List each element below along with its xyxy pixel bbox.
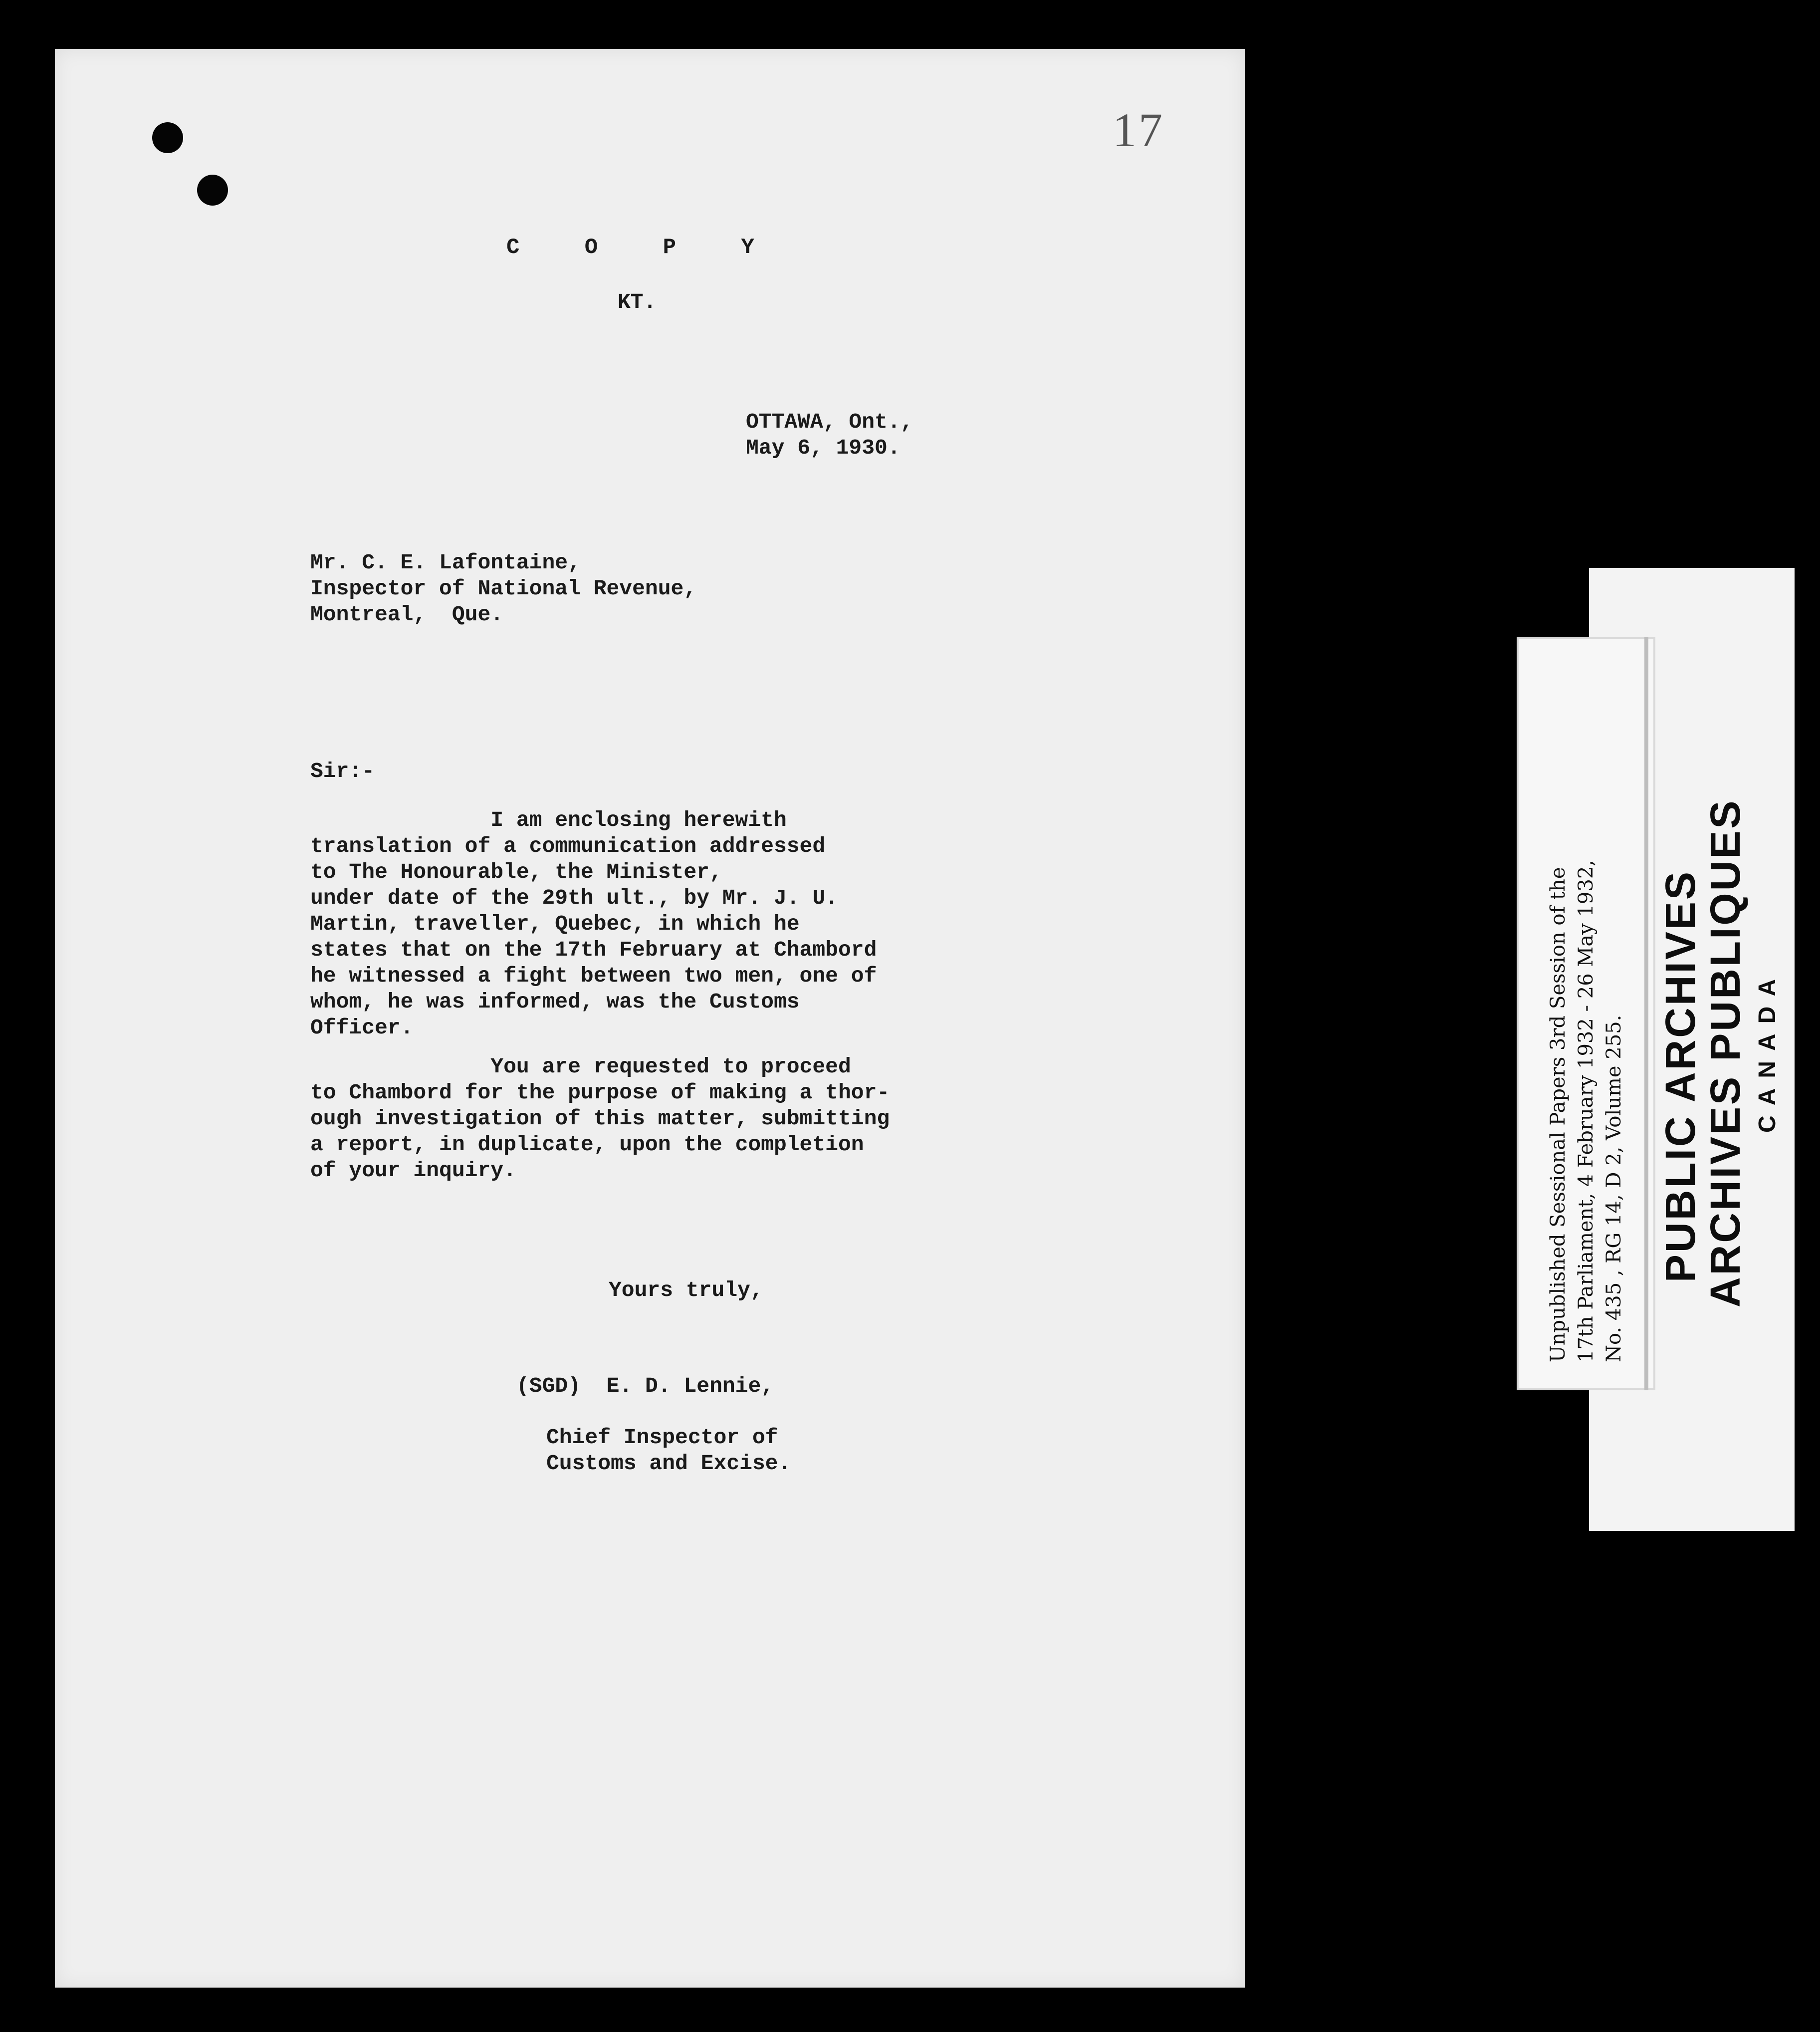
canada-label: CANADA <box>1754 969 1781 1133</box>
addressee-line: Mr. C. E. Lafontaine, <box>310 550 581 575</box>
addressee-block <box>310 550 696 628</box>
text-line: states that on the 17th February at Chambord <box>310 938 877 962</box>
addressee-line: Montreal, Que. <box>310 602 504 627</box>
text-line: translation of a communication addressed <box>310 834 826 858</box>
reference-line: 17th Parliament, 4 February 1932 - 26 May 1932, <box>1575 860 1597 1362</box>
date-block <box>746 409 913 461</box>
title-line: Chief Inspector of <box>546 1425 778 1450</box>
public-archives-label: PUBLIC ARCHIVES <box>1657 870 1704 1282</box>
text-line: Martin, traveller, Quebec, in which he <box>310 912 800 936</box>
paragraph-2 <box>310 1054 890 1184</box>
slip-edge <box>1644 637 1648 1390</box>
title-line: Customs and Excise. <box>546 1451 791 1476</box>
punch-hole <box>197 175 228 206</box>
text-line: under date of the 29th ult., by Mr. J. U. <box>310 886 838 910</box>
punch-hole <box>152 122 183 153</box>
reference-line: Unpublished Sessional Papers 3rd Session of the <box>1547 867 1570 1362</box>
addressee-line: Inspector of National Revenue, <box>310 576 697 601</box>
paragraph-1 <box>310 807 877 1041</box>
closing: Yours truly, <box>609 1278 763 1302</box>
text-line: of your inquiry. <box>310 1158 516 1183</box>
archive-reference-text <box>1544 860 1628 1362</box>
archives-publiques-label: ARCHIVES PUBLIQUES <box>1702 798 1749 1307</box>
date-line: May 6, 1930. <box>746 436 901 460</box>
text-line: I am enclosing herewith <box>310 808 787 832</box>
text-line: he witnessed a fight between two men, one of <box>310 964 877 988</box>
text-line: to Chambord for the purpose of making a thor- <box>310 1080 890 1105</box>
text-line: whom, he was informed, was the Customs <box>310 990 800 1014</box>
text-line: a report, in duplicate, upon the completion <box>310 1132 864 1157</box>
place-line: OTTAWA, Ont., <box>746 410 913 434</box>
text-line: Officer. <box>310 1016 414 1040</box>
signature: (SGD) E. D. Lennie, <box>516 1374 774 1398</box>
text-line: You are requested to proceed <box>310 1054 851 1079</box>
reference-initials: KT. <box>618 290 657 314</box>
folio-number: 17 <box>1113 103 1164 157</box>
text-line: ough investigation of this matter, submitting <box>310 1106 890 1131</box>
reference-line: No. 435 , RG 14, D 2, Volume 255. <box>1602 1015 1625 1362</box>
signer-title <box>546 1425 791 1477</box>
text-line: to The Honourable, the Minister, <box>310 860 722 884</box>
copy-heading: C O P Y <box>506 235 780 260</box>
salutation: Sir:- <box>310 759 375 783</box>
